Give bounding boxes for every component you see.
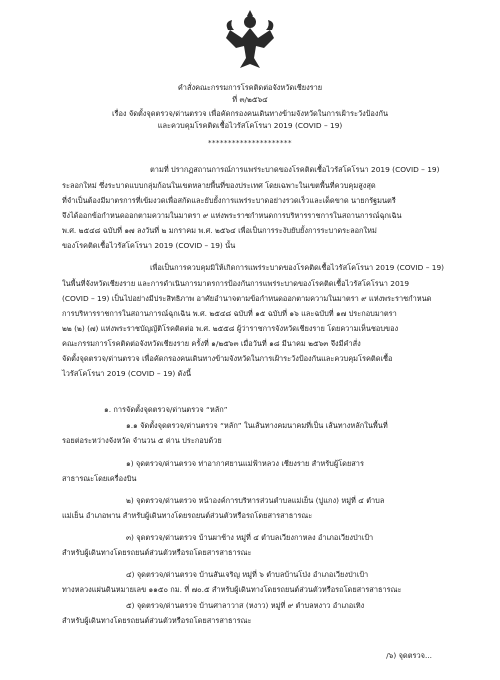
body-line: ในพื้นที่จังหวัดเชียงราย และการดำเนินการมาตรการป้องกันการแพร่ระบาดของโรคติดเชื้อไวรัสโคโรนา 2019 (62, 279, 410, 288)
body-line: พ.ศ. ๒๕๔๘ ฉบับที่ ๑๗ ลงวันที่ ๒ มกราคม พ.ศ. ๒๕๖๔ เพื่อเป็นการระงับยับยั้งการระบาดระลอกใหม่ (62, 226, 377, 235)
continued-marker: /๖) จุดตรวจ... (386, 651, 432, 660)
checkpoint-item: ๓) จุดตรวจ/ด่านตรวจ บ้านผาช้าง หมู่ที่ ๔ ตำบลเวียงกาหลง อำเภอเวียงป่าเป้า (126, 533, 374, 542)
separator: ********************* (208, 139, 292, 147)
garuda-emblem (222, 8, 278, 72)
order-title: คำสั่งคณะกรรมการโรคติดต่อจังหวัดเชียงราย (177, 83, 323, 92)
order-number: ที่ ๓/๒๕๖๔ (232, 95, 268, 104)
body-line: ๑.๑ จัดตั้งจุดตรวจ/ด่านตรวจ “หลัก” ในเส้นทางคมนาคมที่เป็น เส้นทางหลักในพื้นที่ (126, 421, 388, 430)
body-line: คณะกรรมการโรคติดต่อจังหวัดเชียงราย ครั้งที่ ๑/๒๕๖๓ เมื่อวันที่ ๑๘ มีนาคม ๒๕๖๓ จึงมีคำสั่ง (62, 339, 361, 348)
section-heading: ๑. การจัดตั้งจุดตรวจ/ด่านตรวจ “หลัก” (104, 405, 228, 414)
subject-line-2: และควบคุมโรคติดเชื้อไวรัสโคโรนา 2019 (COVID – 19) (157, 121, 343, 130)
checkpoint-item: ๑) จุดตรวจ/ด่านตรวจ ท่าอากาศยานแม่ฟ้าหลวง เชียงราย สำหรับผู้โดยสาร (126, 459, 364, 468)
body-line: เพื่อเป็นการควบคุมมิให้เกิดการแพร่ระบาดของโรคติดเชื้อไวรัสโคโรนา 2019 (COVID – 19) (150, 263, 445, 272)
body-line: ที่จำเป็นต้องมีมาตรการที่เข้มงวดเพื่อสกัดและยับยั้งการแพร่ระบาดอย่างรวดเร็วและเด็ดขาด นายกรัฐมนตรี (62, 196, 396, 205)
body-line: ของโรคติดเชื้อไวรัสโคโรนา 2019 (COVID – 19) นั้น (62, 241, 236, 250)
subject-line-1: เรื่อง จัดตั้งจุดตรวจ/ด่านตรวจ เพื่อคัดกรองคนเดินทางข้ามจังหวัดในการเฝ้าระวังป้องกัน (111, 109, 389, 118)
body-line: จัดตั้งจุดตรวจ/ด่านตรวจ เพื่อคัดกรองคนเดินทางข้ามจังหวัดในการเฝ้าระวังป้องกันและควบคุมโรคติดเชื้อ (62, 354, 393, 363)
body-line: รอยต่อระหว่างจังหวัด จำนวน ๕ ด่าน ประกอบด้วย (62, 436, 222, 445)
body-line: ระลอกใหม่ ซึ่งระบาดแบบกลุ่มก้อนในเขตหลายพื้นที่ของประเทศ โดยเฉพาะในเขตพื้นที่ควบคุมสูงสุด (62, 181, 376, 190)
body-line: (COVID – 19) เป็นไปอย่างมีประสิทธิภาพ อาศัยอำนาจตามข้อกำหนดออกตามความในมาตรา ๙ แห่งพระราชกำหนด (62, 294, 432, 303)
body-line: ไวรัสโคโรนา 2019 (COVID – 19) ดังนี้ (62, 369, 192, 378)
body-line: จึงได้ออกข้อกำหนดออกตามความในมาตรา ๙ แห่งพระราชกำหนดการบริหารราชการในสถานการณ์ฉุกเฉิน (62, 211, 402, 220)
checkpoint-item: ๒) จุดตรวจ/ด่านตรวจ หน้าองค์การบริหารส่วนตำบลแม่เย็น (ปูแกง) หมู่ที่ ๔ ตำบล (126, 496, 385, 505)
checkpoint-item: ทางหลวงแผ่นดินหมายเลข ๑๑๕๐ กม. ที่ ๗๐.๕ สำหรับผู้เดินทางโดยรถยนต์ส่วนตัวหรือรถโดยสารสาธารณะ (62, 585, 402, 594)
checkpoint-item: ๔) จุดตรวจ/ด่านตรวจ บ้านสันเจริญ หมู่ที่ ๖ ตำบลบ้านโป่ง อำเภอเวียงป่าเป้า (126, 570, 369, 579)
checkpoint-item: สาธารณะโดยเครื่องบิน (62, 474, 137, 483)
checkpoint-item: ๕) จุดตรวจ/ด่านตรวจ บ้านศาลาวาส (หงาว) หมู่ที่ ๙ ตำบลหงาว อำเภอเทิง (126, 601, 365, 610)
body-line: การบริหารราชการในสถานการณ์ฉุกเฉิน พ.ศ. ๒๕๔๘ ฉบับที่ ๑๕ ฉบับที่ ๑๖ และฉบับที่ ๑๗ ประกอบมาตรา (62, 309, 397, 318)
checkpoint-item: แม่เย็น อำเภอพาน สำหรับผู้เดินทางโดยรถยนต์ส่วนตัวหรือรถโดยสารสาธารณะ (62, 511, 313, 520)
checkpoint-item: สำหรับผู้เดินทางโดยรถยนต์ส่วนตัวหรือรถโดยสารสาธารณะ (62, 548, 252, 557)
body-line: ๒๒ (๒) (๗) แห่งพระราชบัญญัติโรคติดต่อ พ.ศ. ๒๕๕๘ ผู้ว่าราชการจังหวัดเชียงราย โดยความเห็นชอบของ (62, 324, 399, 333)
checkpoint-item: สำหรับผู้เดินทางโดยรถยนต์ส่วนตัวหรือรถโดยสารสาธารณะ (62, 616, 252, 625)
body-line: ตามที่ ปรากฏสถานการณ์การแพร่ระบาดของโรคติดเชื้อไวรัสโคโรนา 2019 (COVID – 19) (150, 165, 440, 174)
